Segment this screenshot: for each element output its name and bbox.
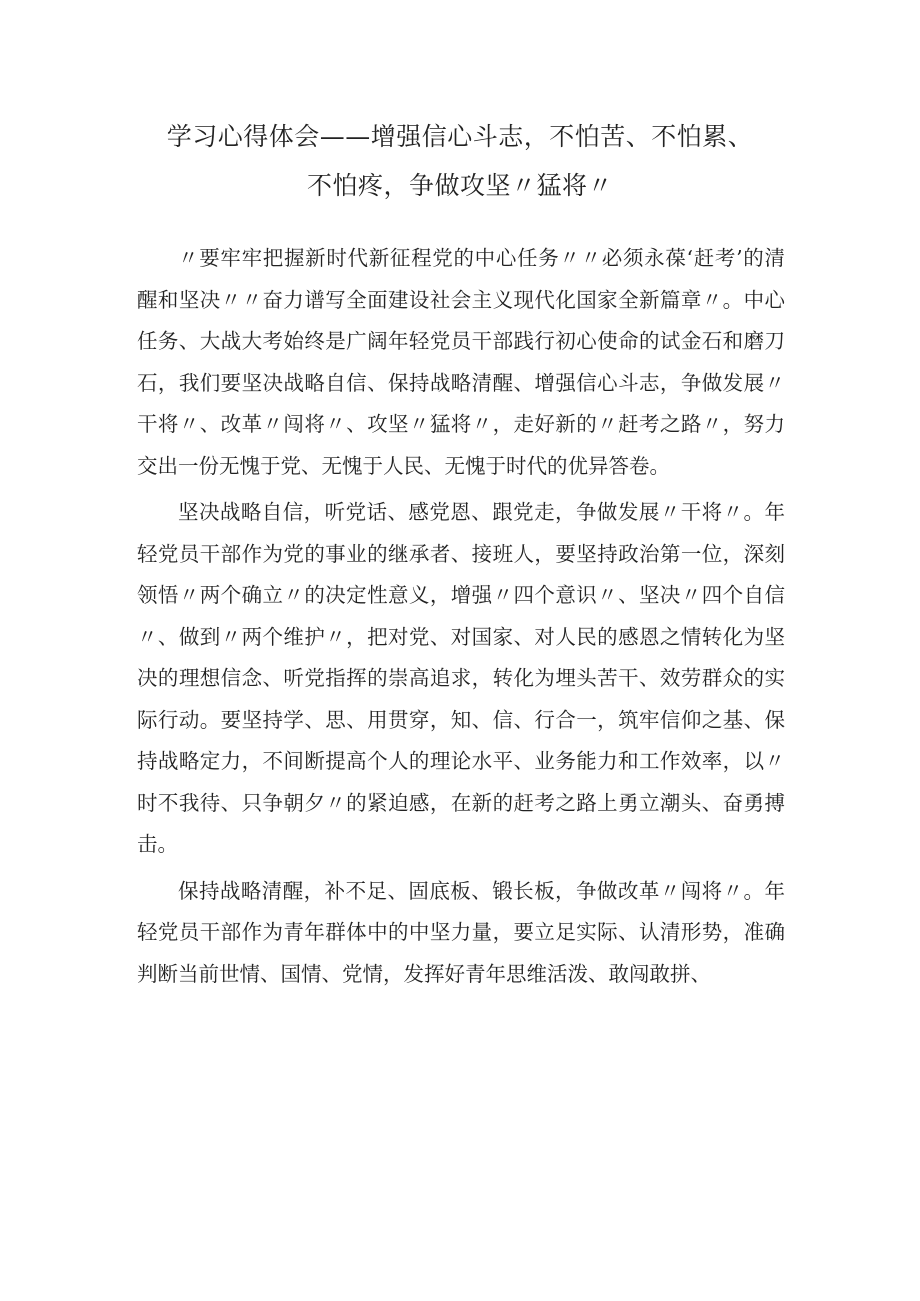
body-paragraph-1: 〃要牢牢把握新时代新征程党的中心任务〃〃必须永葆‘赶考’的清醒和坚决〃〃奋力谱写全面建设社会主义现代化国家全新篇章〃。中心任务、大战大考始终是广阔年轻党员干部践行初心使命的试金石和磨刀石，我们要坚决战略自信、保持战略清醒、增强信心斗志，争做发展〃干将〃、改革〃闯将〃、攻坚〃猛将〃，走好新的〃赶考之路〃，努力交出一份无愧于党、无愧于人民、无愧于时代的优异答卷。 — [137, 246, 785, 478]
body-paragraph-3: 保持战略清醒，补不足、固底板、锻长板，争做改革〃闯将〃。年轻党员干部作为青年群体中的中坚力量，要立足实际、认清形势，准确判断当前世情、国情、党情，发挥好青年思维活泼、敢闯敢拼、 — [137, 878, 785, 986]
title-line-1: 学习心得体会——增强信心斗志，不怕苦、不怕累、 — [166, 122, 754, 151]
document-title — [120, 112, 800, 210]
body-paragraph-2: 坚决战略自信，听党话、感党恩、跟党走，争做发展〃干将〃。年轻党员干部作为党的事业的继承者、接班人，要坚持政治第一位，深刻领悟〃两个确立〃的决定性意义，增强〃四个意识〃、坚决〃四个自信〃、做到〃两个维护〃，把对党、对国家、对人民的感恩之情转化为坚决的理想信念、听党指挥的崇高追求，转化为埋头苦干、效劳群众的实际行动。要坚持学、思、用贯穿，知、信、行合一，筑牢信仰之基、保持战略定力，不间断提高个人的理论水平、业务能力和工作效率，以〃时不我待、只争朝夕〃的紧迫感，在新的赶考之路上勇立潮头、奋勇搏击。 — [137, 500, 785, 856]
title-line-2: 不怕疼，争做攻坚〃猛将〃 — [306, 171, 613, 200]
document-body — [137, 238, 785, 1000]
